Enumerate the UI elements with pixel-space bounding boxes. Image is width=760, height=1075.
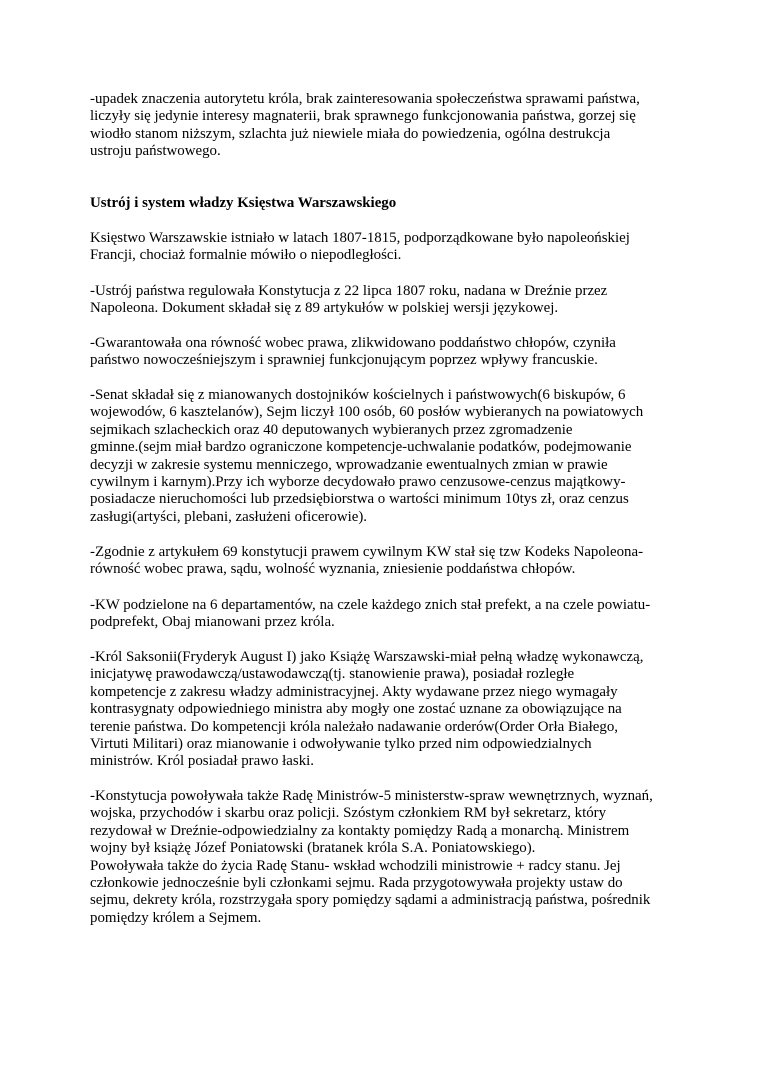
text-line: liczyły się jedynie interesy magnaterii, brak sprawnego funkcjonowania państwa, gorzej się xyxy=(90,108,636,125)
text-line: wiodło stanom niższym, szlachta już niewiele miała do powiedzenia, ogólna destrukcja xyxy=(90,125,611,142)
paragraph-council xyxy=(90,788,672,927)
heading-text: Ustrój i system władzy Księstwa Warszawskiego xyxy=(90,195,397,211)
text-line: cywilnym i karnym).Przy ich wyborze decydowało prawo cenzusowe-cenzus majątkowy- xyxy=(90,473,626,490)
text-line: -Konstytucja powoływała także Radę Ministrów-5 ministerstw-spraw wewnętrznych, wyznań, xyxy=(90,788,653,804)
text-line: Francji, chociaż formalnie mówiło o niepodległości. xyxy=(90,247,402,264)
text-line: -upadek znaczenia autorytetu króla, brak zainteresowania społeczeństwa sprawami państwa, xyxy=(90,91,640,107)
text-line: -Zgodnie z artykułem 69 konstytucji prawem cywilnym KW stał się tzw Kodeks Napoleona- xyxy=(90,544,644,560)
intro-paragraph xyxy=(90,91,672,161)
text-line: państwo nowocześniejszym i sprawniej funkcjonującym poprzez wpływy francuskie. xyxy=(90,352,598,369)
text-line: członkowie jednocześnie byli członkami sejmu. Rada przygotowywała projekty ustaw do xyxy=(90,874,623,891)
text-line: rezydował w Dreźnie-odpowiedzialny za kontakty pomiędzy Radą a monarchą. Ministrem xyxy=(90,822,630,839)
text-line: -Ustrój państwa regulowała Konstytucja z 22 lipca 1807 roku, nadana w Dreźnie przez xyxy=(90,283,608,299)
text-line: -KW podzielone na 6 departamentów, na czele każdego znich stał prefekt, a na czele powiatu- xyxy=(90,597,651,613)
text-line: -Senat składał się z mianowanych dostojników kościelnych i państwowych(6 biskupów, 6 xyxy=(90,387,626,403)
text-line: posiadacze nieruchomości lub przedsiębiorstwa o wartości minimum 10tys zł, oraz cenzus xyxy=(90,491,629,508)
text-line: terenie państwa. Do kompetencji króla należało nadawanie orderów(Order Orła Białego, xyxy=(90,718,618,735)
text-line: ustroju państwowego. xyxy=(90,143,221,160)
text-line: -Król Saksonii(Fryderyk August I) jako Książę Warszawski-miał pełną władzę wykonawczą, xyxy=(90,649,644,665)
text-line: wojny był książę Józef Poniatowski (bratanek króla S.A. Poniatowskiego). xyxy=(90,840,536,857)
text-line: podprefekt, Obaj mianowani przez króla. xyxy=(90,614,335,631)
paragraph-departments xyxy=(90,597,672,632)
text-line: Powoływała także do życia Radę Stanu- wskład wchodzili ministrowie + radcy stanu. Jej xyxy=(90,857,621,874)
text-line: inicjatywę prawodawczą/ustawodawczą(tj. stanowienie prawa), posiadał rozległe xyxy=(90,666,575,683)
text-line: kontrasygnaty odpowiedniego ministra aby mogły one zostać uznane za obowiązujące na xyxy=(90,701,622,718)
text-line: sejmikach szlacheckich oraz 40 deputowanych wybieranych przez zgromadzenie xyxy=(90,421,573,438)
text-line: decyzji w zakresie systemu menniczego, wprowadzanie ewentualnych zmian w prawie xyxy=(90,456,608,473)
section-heading xyxy=(90,195,672,212)
text-line: gminne.(sejm miał bardzo ograniczone kompetencje-uchwalanie podatków, podejmowanie xyxy=(90,439,632,456)
paragraph-history xyxy=(90,230,672,265)
paragraph-equality xyxy=(90,335,672,370)
text-line: zasługi(artyści, plebani, zasłużeni oficerowie). xyxy=(90,508,368,525)
text-line: wojska, przychodów i skarbu oraz policji. Szóstym członkiem RM był sekretarz, który xyxy=(90,805,607,822)
paragraph-senate-sejm xyxy=(90,387,672,526)
text-line: Księstwo Warszawskie istniało w latach 1807-1815, podporządkowane było napoleońskiej xyxy=(90,230,630,246)
text-line: kompetencje z zakresu władzy administracyjnej. Akty wydawane przez niego wymagały xyxy=(90,683,618,700)
text-line: wojewodów, 6 kasztelanów), Sejm liczył 100 osób, 60 posłów wybieranych na powiatowych xyxy=(90,404,644,421)
text-line: sejmu, dekrety króla, rozstrzygała spory pomiędzy sądami a administracją państwa, pośrednik xyxy=(90,892,651,909)
paragraph-constitution xyxy=(90,283,672,318)
paragraph-king xyxy=(90,649,672,771)
text-line: ministrów. Król posiadał prawo łaski. xyxy=(90,753,315,770)
text-line: pomiędzy królem a Sejmem. xyxy=(90,909,262,926)
text-line: -Gwarantowała ona równość wobec prawa, zlikwidowano poddaństwo chłopów, czyniła xyxy=(90,335,616,351)
text-line: Napoleona. Dokument składał się z 89 artykułów w polskiej wersji językowej. xyxy=(90,300,559,317)
text-line: równość wobec prawa, sądu, wolność wyznania, zniesienie poddaństwa chłopów. xyxy=(90,561,576,578)
text-line: Virtuti Militari) oraz mianowanie i odwoływanie tylko przed nim odpowiedzialnych xyxy=(90,735,592,752)
paragraph-civil-code xyxy=(90,544,672,579)
